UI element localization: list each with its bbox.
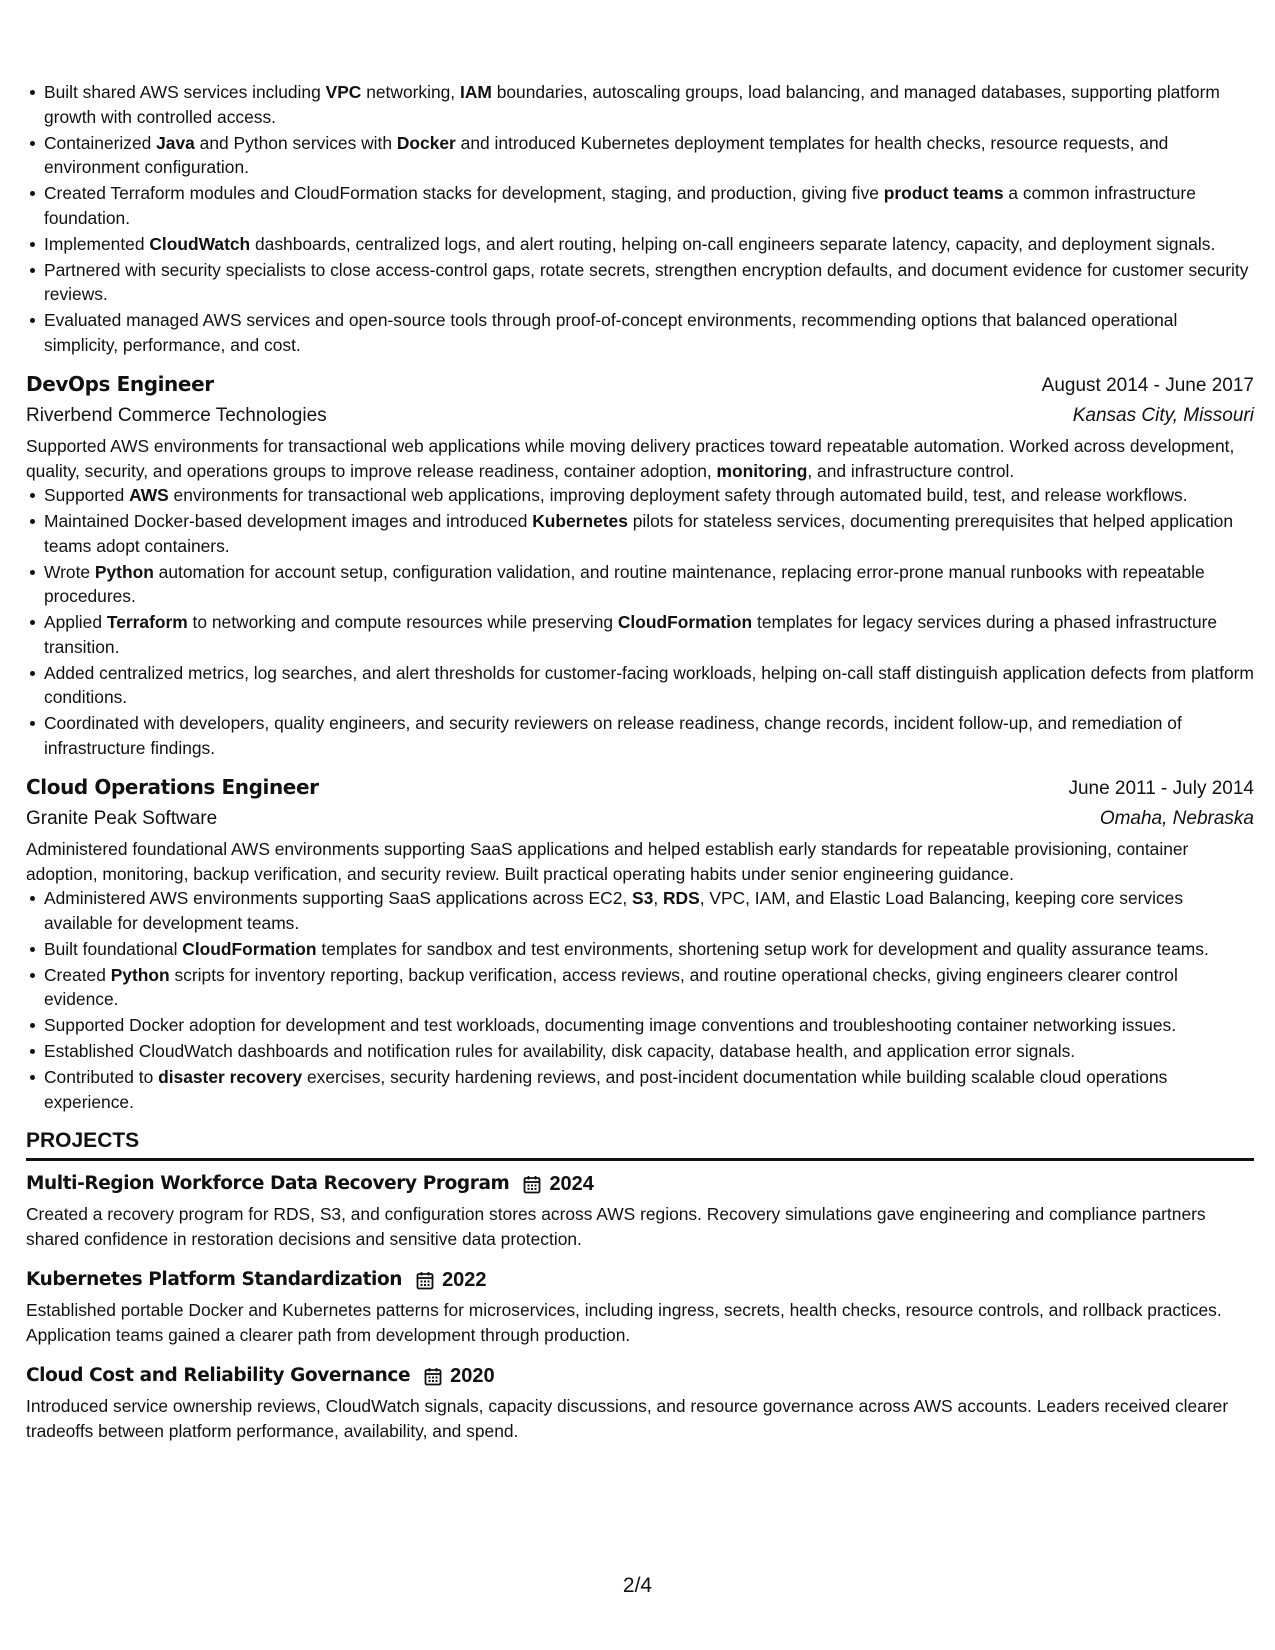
projects-heading: PROJECTS bbox=[26, 1126, 1254, 1161]
emphasized-text: product teams bbox=[883, 183, 1004, 203]
text-run: a common infrastructure foundation. bbox=[44, 183, 1196, 228]
job-location: Omaha, Nebraska bbox=[1099, 808, 1254, 829]
text-run: Contributed to bbox=[44, 1067, 159, 1087]
job-dates: August 2014 - June 2017 bbox=[1041, 375, 1254, 396]
text-run: Implemented bbox=[44, 233, 150, 254]
projects-list bbox=[26, 1169, 1254, 1443]
job-bullets bbox=[26, 886, 1254, 1114]
text-run: pilots for stateless services, documenting prerequisites that helped application teams adopt containers. bbox=[44, 511, 1234, 556]
project-description: Created a recovery program for RDS, S3, and configuration stores across AWS regions. Recovery simulations gave engineering and compliance partners shared confidence in restoration decisions and sensitive data protection. bbox=[26, 1204, 1206, 1249]
project-entry bbox=[26, 1169, 1254, 1251]
emphasized-text: RDS bbox=[662, 888, 700, 908]
emphasized-text: VPC bbox=[325, 82, 362, 102]
job-devops-engineer bbox=[26, 369, 1254, 760]
project-entry bbox=[26, 1361, 1254, 1443]
bullet-item bbox=[44, 1013, 1254, 1038]
project-title: Multi-Region Workforce Data Recovery Program bbox=[26, 1172, 510, 1194]
text-run: Administered AWS environments supporting SaaS applications across EC2, bbox=[44, 888, 633, 908]
project-title: Kubernetes Platform Standardization bbox=[26, 1268, 403, 1290]
text-run: Administered foundational AWS environments supporting SaaS applications and helped establish early standards for repeatable provisioning, container adoption, monitoring, backup verification, and security review. Built practical operating habits under senior engineering guidance. bbox=[26, 839, 1189, 884]
text-run: automation for account setup, configuration validation, and routine maintenance, replacing error-prone manual runbooks with repeatable procedures. bbox=[44, 561, 1205, 606]
text-run: , bbox=[653, 888, 663, 908]
previous-role-bullets bbox=[26, 80, 1254, 357]
job-summary bbox=[26, 434, 1254, 483]
project-year: 2022 bbox=[442, 1268, 487, 1291]
text-run: Established CloudWatch dashboards and notification rules for availability, disk capacity, database health, and application error signals. bbox=[44, 1041, 1076, 1061]
bullet-item bbox=[44, 232, 1254, 257]
text-run: networking, bbox=[361, 82, 460, 102]
emphasized-text: CloudWatch bbox=[149, 233, 251, 254]
bullet-item bbox=[44, 483, 1254, 508]
text-run: Supported AWS environments for transactional web applications while moving delivery practices toward repeatable automation. Worked across development, quality, security, and operations groups to improve release readiness, container adoption, bbox=[26, 436, 1235, 481]
bullet-item bbox=[44, 610, 1254, 659]
job-title: DevOps Engineer bbox=[26, 372, 214, 396]
bullet-item bbox=[44, 661, 1254, 710]
emphasized-text: monitoring bbox=[716, 460, 808, 481]
emphasized-text: CloudFormation bbox=[182, 938, 317, 959]
text-run: , and infrastructure control. bbox=[807, 460, 1015, 481]
text-run: Wrote bbox=[44, 561, 95, 582]
company-name: Granite Peak Software bbox=[26, 808, 218, 829]
project-description: Introduced service ownership reviews, CloudWatch signals, capacity discussions, and resource governance across AWS accounts. Leaders received clearer tradeoffs between platform performance, availability, and spend. bbox=[26, 1396, 1229, 1441]
resume-page bbox=[26, 80, 1254, 1443]
text-run: , VPC, IAM, and Elastic Load Balancing, keeping core services available for development teams. bbox=[44, 888, 1184, 933]
emphasized-text: IAM bbox=[459, 82, 492, 102]
text-run: Created Terraform modules and CloudFormation stacks for development, staging, and production, giving five bbox=[44, 183, 884, 203]
text-run: Maintained Docker-based development images and introduced bbox=[44, 511, 533, 531]
job-cloud-operations-engineer bbox=[26, 772, 1254, 1114]
job-summary bbox=[26, 837, 1254, 886]
emphasized-text: S3 bbox=[632, 888, 654, 908]
bullet-item bbox=[44, 1039, 1254, 1064]
text-run: scripts for inventory reporting, backup verification, access reviews, and routine operational checks, giving engineers clearer control evidence. bbox=[44, 964, 1178, 1009]
text-run: to networking and compute resources while preserving bbox=[187, 612, 618, 632]
bullet-item bbox=[44, 80, 1254, 129]
project-year: 2020 bbox=[450, 1364, 495, 1387]
emphasized-text: Terraform bbox=[106, 612, 188, 632]
project-description: Established portable Docker and Kubernetes patterns for microservices, including ingress, secrets, health checks, resource controls, and rollback practices. Application teams gained a clearer path from development through production. bbox=[26, 1300, 1222, 1345]
bullet-item bbox=[44, 886, 1254, 935]
calendar-icon bbox=[424, 1367, 442, 1386]
text-run: Built shared AWS services including bbox=[44, 82, 326, 102]
emphasized-text: CloudFormation bbox=[617, 612, 753, 632]
bullet-item bbox=[44, 963, 1254, 1012]
calendar-icon bbox=[416, 1271, 434, 1290]
bullet-item bbox=[44, 131, 1254, 180]
bullet-item bbox=[44, 937, 1254, 962]
emphasized-text: disaster recovery bbox=[158, 1067, 303, 1087]
bullet-item bbox=[44, 308, 1254, 357]
page-number: 2/4 bbox=[622, 1574, 653, 1597]
text-run: Added centralized metrics, log searches, and alert thresholds for customer-facing workloads, helping on-call staff distinguish application defects from platform conditions. bbox=[44, 662, 1254, 707]
project-entry bbox=[26, 1265, 1254, 1347]
bullet-item bbox=[44, 258, 1254, 307]
text-run: Supported bbox=[44, 485, 130, 505]
bullet-item bbox=[44, 560, 1254, 609]
text-run: Coordinated with developers, quality engineers, and security reviewers on release readiness, change records, incident follow-up, and remediation of infrastructure findings. bbox=[44, 713, 1182, 758]
emphasized-text: Python bbox=[94, 561, 154, 582]
bullet-item bbox=[44, 181, 1254, 230]
job-location: Kansas City, Missouri bbox=[1072, 405, 1254, 426]
calendar-icon bbox=[523, 1175, 541, 1194]
job-dates: June 2011 - July 2014 bbox=[1068, 778, 1254, 799]
bullet-item bbox=[44, 509, 1254, 558]
job-title: Cloud Operations Engineer bbox=[26, 775, 319, 799]
emphasized-text: Kubernetes bbox=[532, 511, 628, 531]
text-run: dashboards, centralized logs, and alert routing, helping on-call engineers separate latency, capacity, and deployment signals. bbox=[250, 233, 1216, 254]
text-run: and Python services with bbox=[194, 132, 397, 153]
emphasized-text: Java bbox=[156, 132, 195, 153]
text-run: Partnered with security specialists to close access-control gaps, rotate secrets, strengthen encryption defaults, and document evidence for customer security reviews. bbox=[44, 259, 1249, 304]
project-year: 2024 bbox=[549, 1172, 594, 1195]
company-name: Riverbend Commerce Technologies bbox=[26, 405, 327, 426]
text-run: templates for sandbox and test environments, shortening setup work for development and quality assurance teams. bbox=[316, 938, 1209, 959]
text-run: Containerized bbox=[44, 132, 157, 153]
text-run: templates for legacy services during a phased infrastructure transition. bbox=[44, 612, 1218, 657]
emphasized-text: Docker bbox=[396, 132, 456, 153]
project-title: Cloud Cost and Reliability Governance bbox=[26, 1364, 411, 1386]
text-run: Evaluated managed AWS services and open-source tools through proof-of-concept environments, recommending options that balanced operational simplicity, performance, and cost. bbox=[44, 310, 1178, 355]
text-run: Created bbox=[44, 964, 111, 985]
bullet-item bbox=[44, 711, 1254, 760]
text-run: boundaries, autoscaling groups, load balancing, and managed databases, supporting platform growth with controlled access. bbox=[44, 82, 1220, 127]
text-run: and introduced Kubernetes deployment templates for health checks, resource requests, and environment configuration. bbox=[44, 132, 1169, 177]
text-run: Built foundational bbox=[44, 938, 183, 959]
bullet-item bbox=[44, 1065, 1254, 1114]
text-run: Supported Docker adoption for development and test workloads, documenting image conventions and troubleshooting container networking issues. bbox=[44, 1015, 1177, 1035]
text-run: exercises, security hardening reviews, and post-incident documentation while building scalable cloud operations experience. bbox=[44, 1067, 1168, 1112]
emphasized-text: AWS bbox=[129, 485, 169, 505]
job-bullets bbox=[26, 483, 1254, 760]
emphasized-text: Python bbox=[110, 964, 170, 985]
text-run: Applied bbox=[44, 612, 107, 632]
text-run: environments for transactional web applications, improving deployment safety through automated build, test, and release workflows. bbox=[168, 485, 1188, 505]
